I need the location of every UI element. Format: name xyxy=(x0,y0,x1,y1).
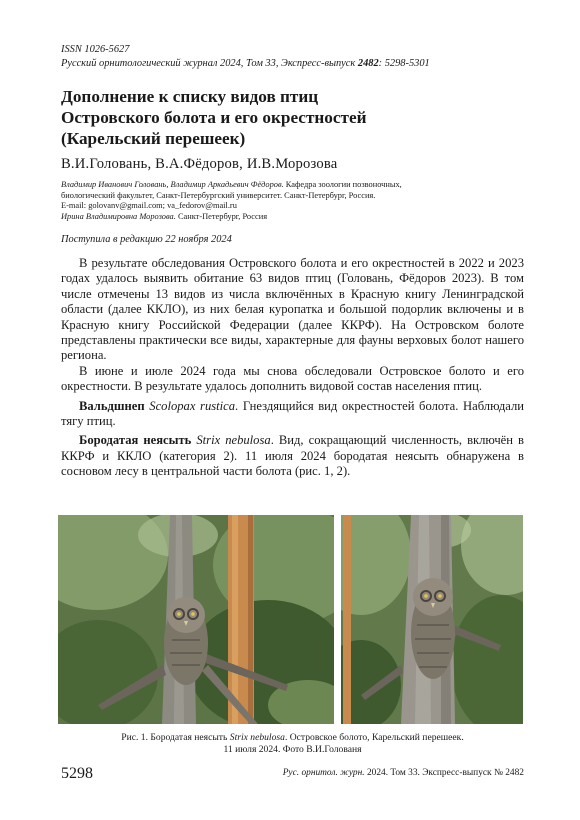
issue-number: 2482 xyxy=(357,58,379,69)
issn: ISSN 1026-5627 xyxy=(61,44,130,55)
figure-caption: Рис. 1. Бородатая неясыть Strix nebulosa. Островское болото, Карельский перешеек. 11 июля 2024. Фото В.И.Голованя xyxy=(121,732,464,755)
species-name: Вальдшнеп xyxy=(79,398,145,413)
species-entry: Вальдшнеп Scolopax rustica. Гнездящийся вид окрестностей болота. Наблюдали тягу птиц. xyxy=(61,398,524,429)
owl-photo-right-image xyxy=(341,515,523,724)
authors: В.И.Головань, В.А.Фёдоров, И.В.Морозова xyxy=(61,156,338,172)
owl-photo-right xyxy=(341,515,523,724)
journal-abbr: Рус. орнитол. журн. xyxy=(282,768,365,778)
species-latin: Scolopax rustica xyxy=(149,398,236,413)
author-emails: E-mail: golovanv@gmail.com; va_fedorov@mail.ru xyxy=(61,201,237,211)
running-footer: Рус. орнитол. журн. 2024. Том 33. Экспресс-выпуск № 2482 xyxy=(282,768,524,778)
article-body xyxy=(61,256,524,480)
paragraph: В результате обследования Островского болота и его окрестностей в 2022 и 2023 годах удалось выявить обитание 63 видов птиц (Головань, Фёдоров 2023). В том числе отмечены 13 видов из числа включённых в Красную книгу Ленинградской области (далее ККЛО), из них белая куропатка и большой подорлик включены и в Красную книгу Российской Федерации (далее ККРФ). На Островском болоте представлены практически все виды, характерные для фауны верховых болот нашего региона. xyxy=(61,256,524,363)
author-names: Владимир Иванович Головань, Владимир Аркадьевич Фёдоров. xyxy=(61,180,284,189)
owl-photo-left xyxy=(58,515,334,724)
owl-photo-left-image xyxy=(58,515,334,724)
journal-header xyxy=(61,43,430,71)
species-latin: Strix nebulosa xyxy=(196,433,271,448)
journal-citation: Русский орнитологический журнал 2024, Том 33, Экспресс-выпуск 2482: 5298-5301 xyxy=(61,58,430,69)
page-number: 5298 xyxy=(61,765,93,782)
received-date: Поступила в редакцию 22 ноября 2024 xyxy=(61,234,232,245)
species-name: Бородатая неясыть xyxy=(79,433,192,448)
species-entry: Бородатая неясыть Strix nebulosa. Вид, сокращающий численность, включён в ККРФ и ККЛО (категория 2). 11 июля 2024 бородатая неясыть обнаружена в сосновом лесу в центральной части болота (рис. 1, 2). xyxy=(61,433,524,479)
paragraph: В июне и июле 2024 года мы снова обследовали Островское болото и его окрестности. В результате удалось дополнить видовой состав населения птиц. xyxy=(61,363,524,394)
affiliations: Владимир Иванович Головань, Владимир Аркадьевич Фёдоров. Кафедра зоологии позвоночных, биологический факультет, Санкт-Петербургский университет. Санкт-Петербург, Россия. E-mail: golovanv@gmail.com; va_fedorov@mail.ru Ирина Владимировна Морозова. Санкт-Петербург, Россия xyxy=(61,180,531,222)
caption-latin: Strix nebulosa xyxy=(229,732,285,743)
article-title: Дополнение к списку видов птиц Островского болота и его окрестностей (Карельский перешеек) xyxy=(61,87,367,148)
author-name-3: Ирина Владимировна Морозова. xyxy=(61,211,176,221)
